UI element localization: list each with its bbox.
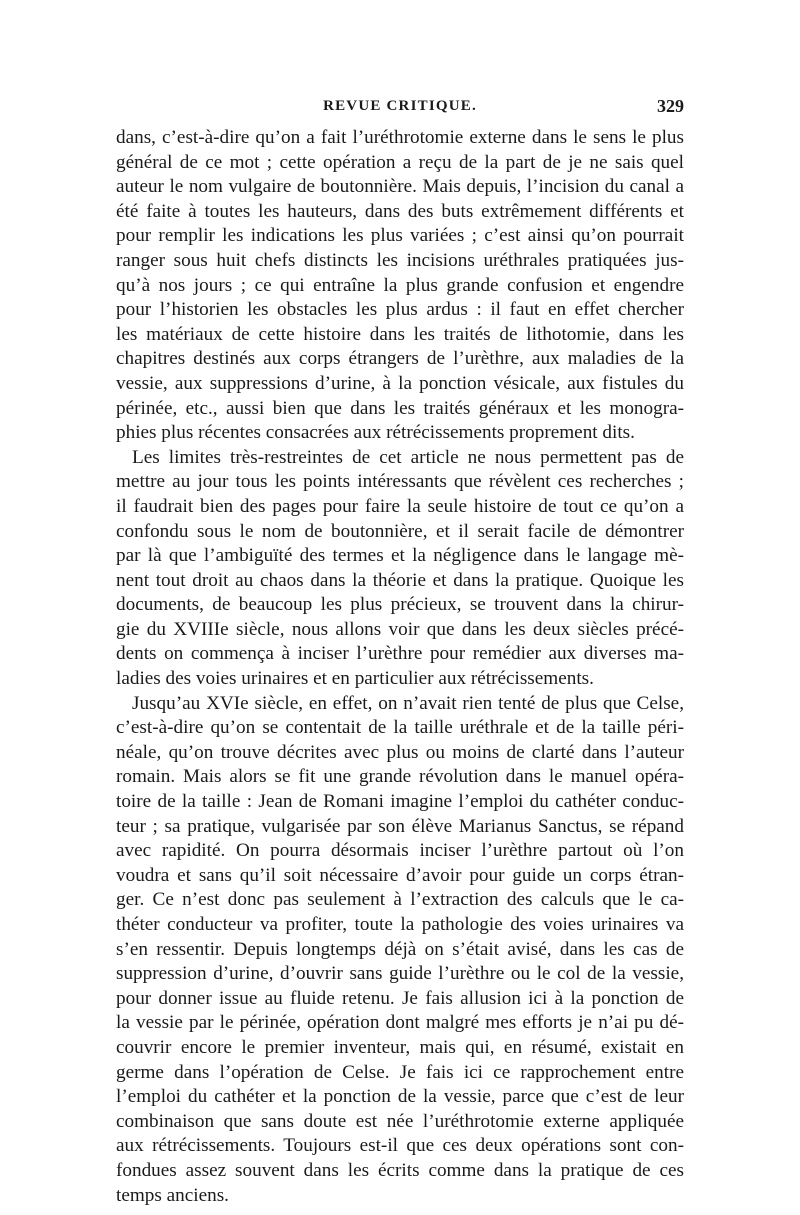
text-line: Jusqu’au XVIe siècle, en effet, on n’avait rien tenté de plus que Celse,	[132, 692, 684, 714]
text-line: la vessie par le périnée, opération dont malgré mes efforts je n’ai pu dé-	[116, 1012, 684, 1034]
text-line: fondues assez souvent dans les écrits comme dans la pratique de ces	[116, 1159, 684, 1181]
page-number: 329	[657, 96, 684, 116]
text-line: phies plus récentes consacrées aux rétrécissements proprement dits.	[116, 422, 635, 444]
text-line: aux rétrécissements. Toujours est-il que ces deux opérations sont con-	[116, 1135, 684, 1157]
text-line: nent tout droit au chaos dans la théorie et dans la pratique. Quoique les	[116, 569, 684, 591]
text-line: chapitres destinés aux corps étrangers de l’urèthre, aux maladies de la	[116, 348, 684, 370]
text-line: teur ; sa pratique, vulgarisée par son élève Marianus Sanctus, se répand	[116, 815, 684, 837]
paragraph-1	[116, 126, 684, 446]
text-line: ladies des voies urinaires et en particulier aux rétrécissements.	[116, 668, 594, 690]
text-line: c’est-à-dire qu’on se contentait de la taille uréthrale et de la taille péri-	[116, 717, 684, 739]
text-line: mettre au jour tous les points intéressants que révèlent ces recherches ;	[116, 471, 684, 493]
text-line: s’en ressentir. Depuis longtemps déjà on s’était avisé, dans les cas de	[116, 938, 684, 960]
text-line: temps anciens.	[116, 1184, 229, 1206]
text-line: combinaison que sans doute est née l’uréthrotomie externe appliquée	[116, 1110, 684, 1132]
text-line: les matériaux de cette histoire dans les traités de lithotomie, dans les	[116, 323, 684, 345]
text-line: été faite à toutes les hauteurs, dans des buts extrêmement différents et	[116, 200, 684, 222]
text-line: vessie, aux suppressions d’urine, à la ponction vésicale, aux fistules du	[116, 372, 684, 394]
text-line: ranger sous huit chefs distincts les incisions uréthrales pratiquées jus-	[116, 249, 684, 271]
text-line: voudra et sans qu’il soit nécessaire d’avoir pour guide un corps étran-	[116, 864, 684, 886]
text-line: suppression d’urine, d’ouvrir sans guide l’urèthre ou le col de la vessie,	[116, 963, 684, 985]
paragraph-2	[116, 446, 684, 692]
book-page	[116, 96, 684, 1208]
text-line: ger. Ce n’est donc pas seulement à l’extraction des calculs que le ca-	[116, 889, 684, 911]
text-line: toire de la taille : Jean de Romani imagine l’emploi du cathéter conduc-	[116, 791, 684, 813]
text-line: néale, qu’on trouve décrites avec plus ou moins de clarté dans l’auteur	[116, 741, 684, 763]
text-line: Les limites très-restreintes de cet article ne nous permettent pas de	[132, 446, 684, 468]
text-line: théter conducteur va profiter, toute la pathologie des voies urinaires va	[116, 914, 684, 935]
text-line: il faudrait bien des pages pour faire la seule histoire de tout ce qu’on a	[116, 495, 684, 517]
text-line: confondu sous le nom de boutonnière, et il serait facile de démontrer	[116, 520, 684, 542]
text-line: gie du XVIIIe siècle, nous allons voir que dans les deux siècles précé-	[116, 618, 684, 640]
text-line: pour l’historien les obstacles les plus ardus : il faut en effet chercher	[116, 299, 684, 321]
text-line: général de ce mot ; cette opération a reçu de la part de je ne sais quel	[116, 151, 684, 173]
text-line: par là que l’ambiguïté des termes et la négligence dans le langage mè-	[116, 545, 684, 567]
running-header	[116, 96, 684, 120]
text-line: romain. Mais alors se fit une grande révolution dans le manuel opéra-	[116, 766, 684, 788]
text-line: avec rapidité. On pourra désormais inciser l’urèthre partout où l’on	[116, 840, 684, 862]
text-line: germe dans l’opération de Celse. Je fais ici ce rapprochement entre	[116, 1061, 684, 1083]
text-line: documents, de beaucoup les plus précieux, se trouvent dans la chirur-	[116, 594, 684, 616]
text-line: pour donner issue au fluide retenu. Je fais allusion ici à la ponction de	[116, 987, 684, 1009]
text-line: qu’à nos jours ; ce qui entraîne la plus grande confusion et engendre	[116, 274, 684, 296]
text-line: auteur le nom vulgaire de boutonnière. Mais depuis, l’incision du canal a	[116, 176, 684, 198]
text-line: l’emploi du cathéter et la ponction de la vessie, parce que c’est de leur	[116, 1086, 684, 1108]
text-line: pour remplir les indications les plus variées ; c’est ainsi qu’on pourrait	[116, 225, 684, 247]
running-title: REVUE CRITIQUE.	[323, 98, 477, 114]
text-line: périnée, etc., aussi bien que dans les traités généraux et les monogra-	[116, 397, 684, 419]
text-line: couvrir encore le premier inventeur, mais qui, en résumé, existait en	[116, 1036, 684, 1058]
paragraph-3	[116, 692, 684, 1208]
text-line: dans, c’est-à-dire qu’on a fait l’uréthrotomie externe dans le sens le plus	[116, 127, 684, 148]
text-line: dents on commença à inciser l’urèthre pour remédier aux diverses ma-	[116, 643, 684, 665]
